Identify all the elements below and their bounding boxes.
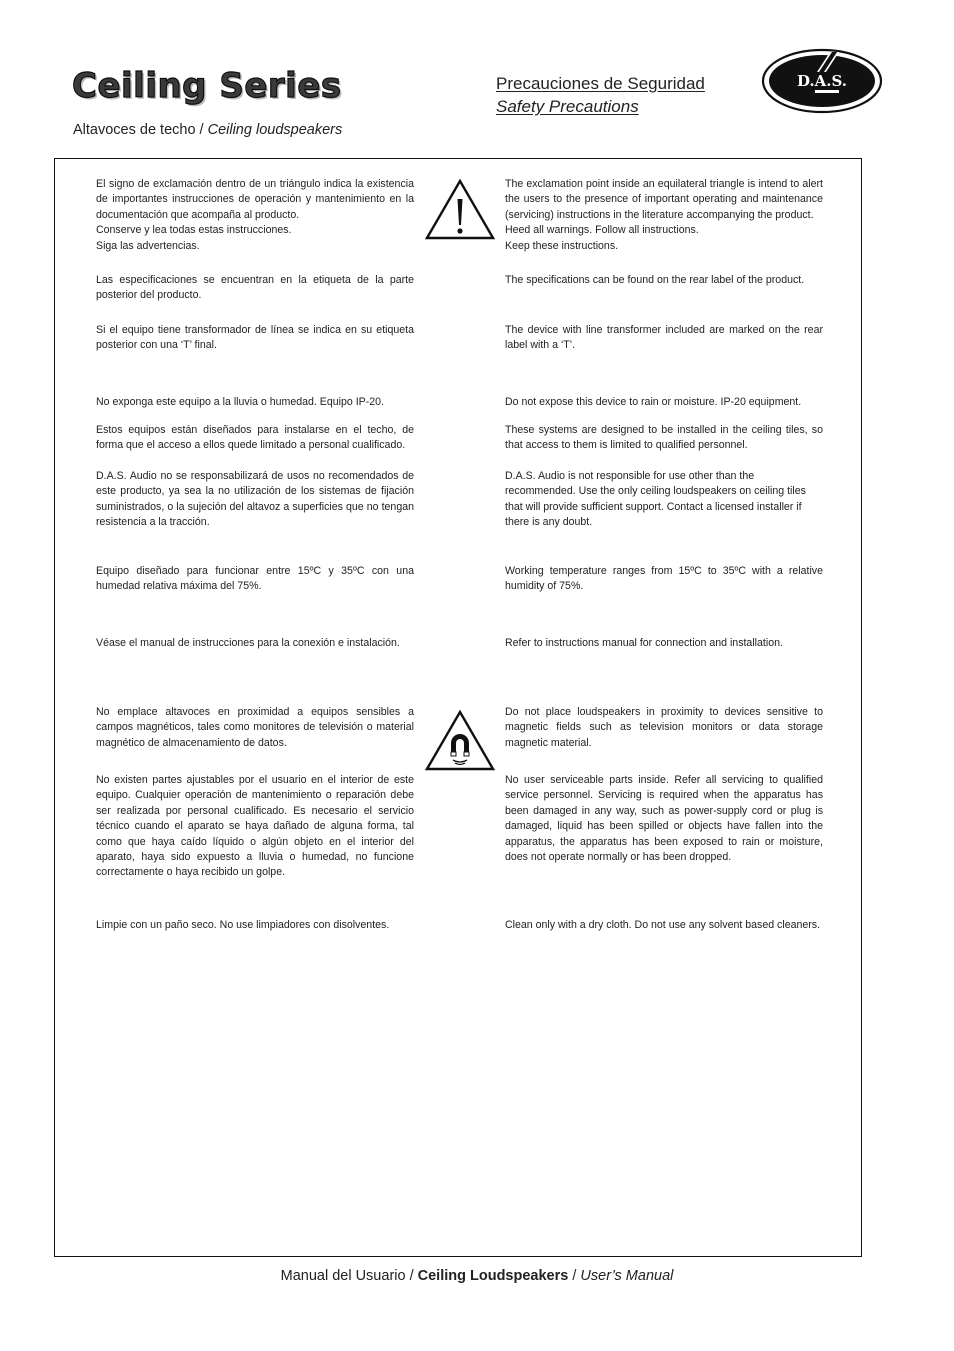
en-specifications-paragraph: The specifications can be found on the rear label of the product. [505, 274, 805, 286]
en-temperature-paragraph: Working temperature ranges from 15ºC to 35ºC with a relative humidity of 75%. [505, 565, 823, 593]
section-title-en: Safety Precautions [496, 97, 639, 116]
subtitle-en: Ceiling loudspeakers [207, 122, 343, 138]
en-transformer-paragraph: The device with line transformer included are marked on the rear label with a ‘T’. [505, 324, 823, 352]
das-logo [760, 46, 884, 114]
es-temperature-paragraph: Equipo diseñado para funcionar entre 15ºC y 35ºC con una humedad relativa máxima del 75%. [96, 565, 414, 593]
es-rain-paragraph: No exponga este equipo a la lluvia o humedad. Equipo IP-20. [96, 396, 384, 408]
es-text: Siga las advertencias. [96, 239, 200, 252]
es-responsibility-paragraph: D.A.S. Audio no se responsabilizará de usos no recomendados de este producto, ya sea la no utilización de los sistemas de fijación suministrados, o la sujeción del altavoz a superficies que no tengan resistencia a la tracción. [96, 470, 414, 529]
en-magnetic-paragraph: Do not place loudspeakers in proximity to devices sensitive to magnetic fields such as television monitors or data storage magnetic material. [505, 706, 823, 749]
en-text: The exclamation point inside an equilateral triangle is intend to alert the users to the presence of important operating and maintenance (servicing) instructions in the literature accompanying the product. [505, 178, 823, 221]
logo-text: D.A.S. [796, 72, 848, 90]
en-service-paragraph: No user serviceable parts inside. Refer all servicing to qualified service personnel. Servicing is required when the apparatus has been damaged in any way, such as power-supply cord or plug is damaged, liquid has been spilled or objects have fallen into the apparatus, the apparatus has been exposed to rain or moisture, does not operate normally or has been dropped. [505, 774, 823, 864]
es-manual-paragraph: Véase el manual de instrucciones para la conexión e instalación. [96, 637, 400, 649]
en-responsibility-paragraph: D.A.S. Audio is not responsible for use other than the recommended. Use the only ceiling loudspeakers on ceiling tiles that will provide sufficient support. Contact a licensed installer if there is any doubt. [505, 470, 806, 529]
es-transformer-paragraph: Si el equipo tiene transformador de línea se indica en su etiqueta posterior con una ‘T’ final. [96, 324, 414, 352]
en-text: Heed all warnings. Follow all instructions. [505, 224, 699, 237]
subtitle-es: Altavoces de techo / [73, 122, 208, 138]
en-manual-paragraph: Refer to instructions manual for connection and installation. [505, 637, 783, 649]
magnet-triangle-icon [425, 710, 495, 772]
es-text: Conserve y lea todas estas instrucciones. [96, 224, 292, 237]
en-install-paragraph: These systems are designed to be installed in the ceiling tiles, so that access to them is limited to qualified personnel. [505, 424, 823, 452]
es-specifications-paragraph: Las especificaciones se encuentran en la etiqueta de la parte posterior del producto. [96, 274, 414, 302]
exclamation-triangle-icon [425, 179, 495, 241]
footer-sep: / [568, 1268, 581, 1284]
en-rain-paragraph: Do not expose this device to rain or moisture. IP-20 equipment. [505, 396, 802, 408]
es-text: El signo de exclamación dentro de un triángulo indica la existencia de importantes instrucciones de operación y mantenimiento en la documentación que acompaña al producto. [96, 178, 414, 221]
es-install-paragraph: Estos equipos están diseñados para instalarse en el techo, de forma que el acceso a ellos quede limitado a personal cualificado. [96, 424, 414, 452]
es-magnetic-paragraph: No emplace altavoces en proximidad a equipos sensibles a campos magnéticos, tales como monitores de televisión o material magnético de almacenamiento de datos. [96, 706, 414, 749]
en-clean-paragraph: Clean only with a dry cloth. Do not use any solvent based cleaners. [505, 919, 821, 931]
subtitle [73, 122, 342, 138]
section-title-es: Precauciones de Seguridad [496, 74, 705, 93]
footer-manual: User’s Manual [580, 1268, 674, 1284]
en-exclamation-paragraph [505, 177, 823, 254]
footer-product: Ceiling Loudspeakers [417, 1268, 569, 1284]
es-exclamation-paragraph [96, 177, 414, 254]
footer [0, 1268, 954, 1284]
footer-prefix: Manual del Usuario / [280, 1268, 418, 1284]
es-service-paragraph: No existen partes ajustables por el usuario en el interior de este equipo. Cualquier operación de mantenimiento o reparación debe ser realizada por personal cualificado. Es necesario el servicio técnico cuando el aparato se haya dañado de alguna forma, tal como que haya caído líquido o algún objeto en el interior del aparato, haya sido expuesto a lluvia o humedad, no funcione correctamente o haya recibido un golpe. [96, 774, 414, 879]
es-clean-paragraph: Limpie con un paño seco. No use limpiadores con disolventes. [96, 919, 390, 931]
en-text: Keep these instructions. [505, 239, 619, 252]
series-title: Ceiling Series [72, 66, 342, 106]
